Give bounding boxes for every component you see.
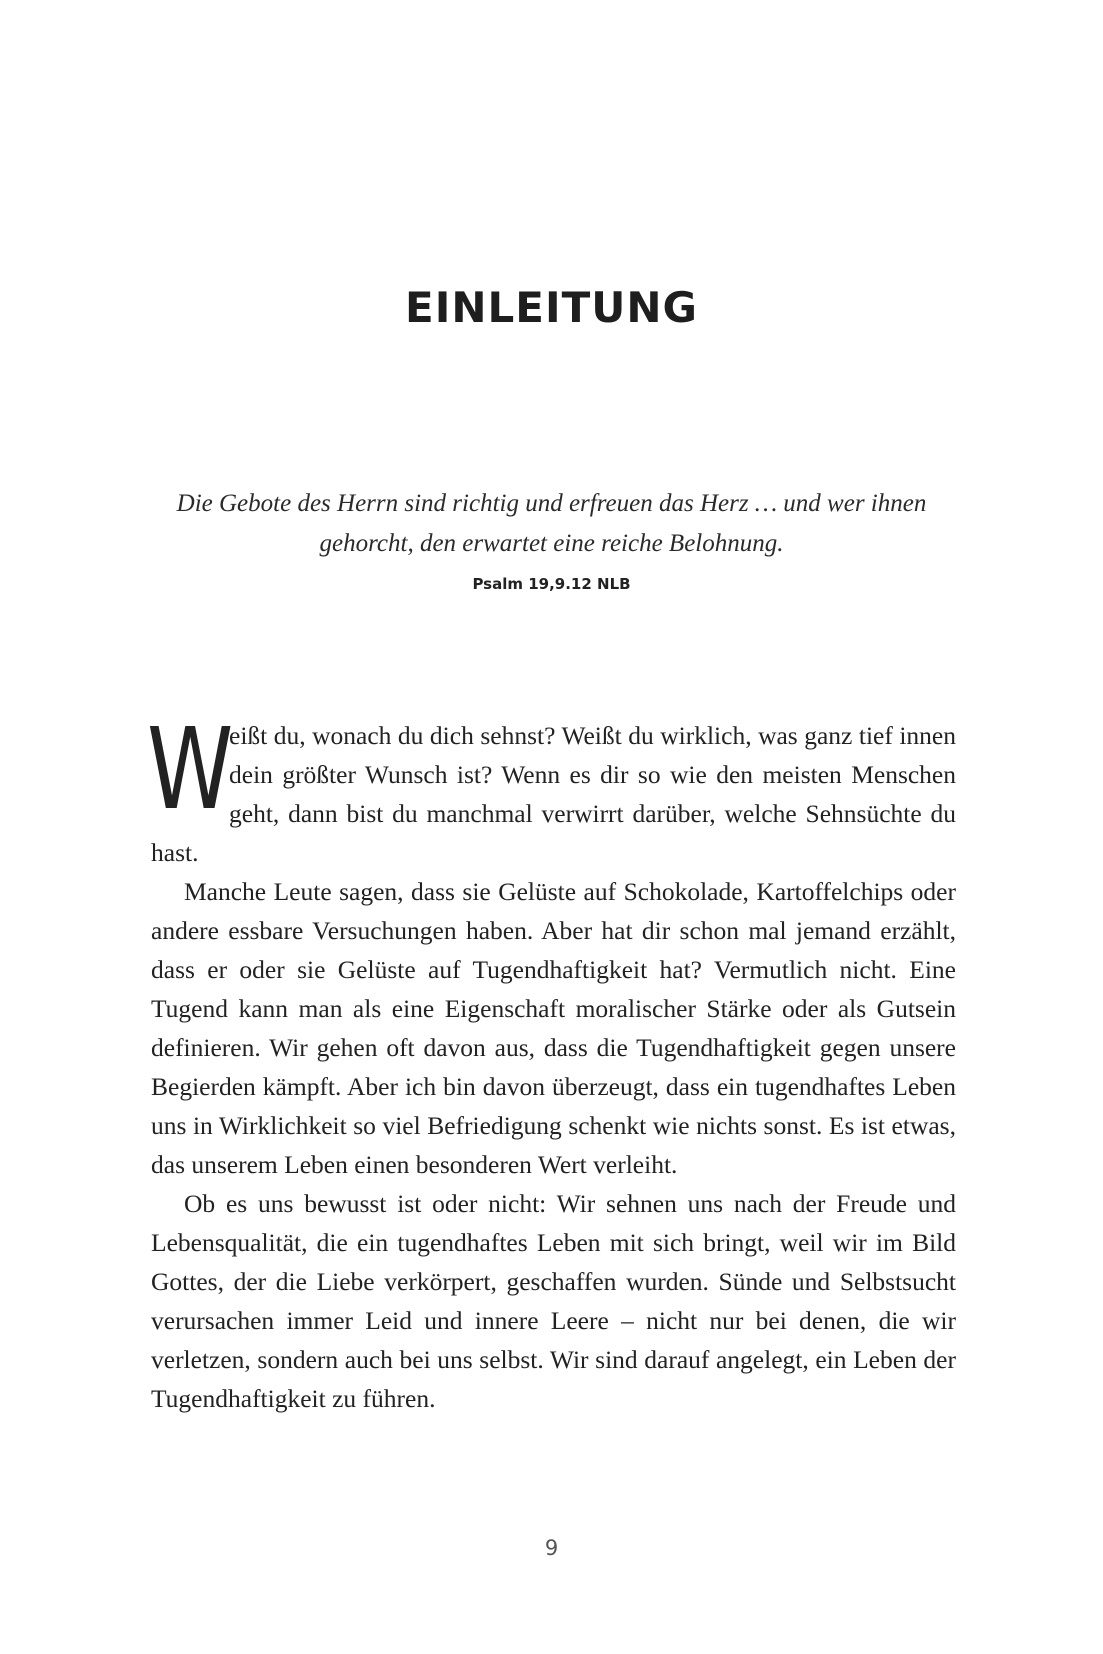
paragraph-2: Manche Leute sagen, dass sie Gelüste auf Schokolade, Kartoffelchips oder andere essbare Versuchungen haben. Aber hat dir schon mal jemand erzählt, dass er oder sie Gelüste auf Tugendhaftigkeit hat? Vermutlich nicht. Eine Tugend kann man als eine Eigenschaft moralischer Stärke oder als Gutsein definieren. Wir gehen oft davon aus, dass die Tugendhaftigkeit gegen unsere Begierden kämpft. Aber ich bin davon überzeugt, dass ein tugendhaftes Leben uns in Wirklichkeit so viel Befriedigung schenkt wie nichts sonst. Es ist etwas, das unserem Leben einen besonderen Wert verleiht. — [151, 877, 956, 1179]
epigraph-quote: Die Gebote des Herrn sind richtig und erfreuen das Herz … und wer ihnen gehorcht, den erwartet eine reiche Belohnung. — [176, 490, 927, 557]
chapter-title: EINLEITUNG — [405, 283, 698, 332]
paragraph-3: Ob es uns bewusst ist oder nicht: Wir sehnen uns nach der Freude und Lebensqualität, die ein tugendhaftes Leben mit sich bringt, weil wir im Bild Gottes, der die Liebe verkörpert, geschaffen wurden. Sünde und Selbstsucht verursachen immer Leid und innere Leere – nicht nur bei denen, die wir verletzen, sondern auch bei uns selbst. Wir sind darauf angelegt, ein Leben der Tugendhaftigkeit zu führen. — [151, 1189, 956, 1413]
paragraph-1 — [147, 705, 956, 872]
body-text — [147, 705, 956, 1418]
page-number: 9 — [544, 1536, 559, 1560]
epigraph — [150, 484, 953, 596]
paragraph-1-text: eißt du, wonach du dich sehnst? Weißt du wirklich, was ganz tief innen dein größter Wunsch ist? Wenn es dir so wie den meisten Menschen geht, dann bist du manchmal verwirrt darüber, welche Sehnsüchte du hast. — [151, 721, 956, 867]
drop-cap: W — [147, 705, 234, 835]
epigraph-source: Psalm 19,9.12 NLB — [472, 575, 631, 593]
